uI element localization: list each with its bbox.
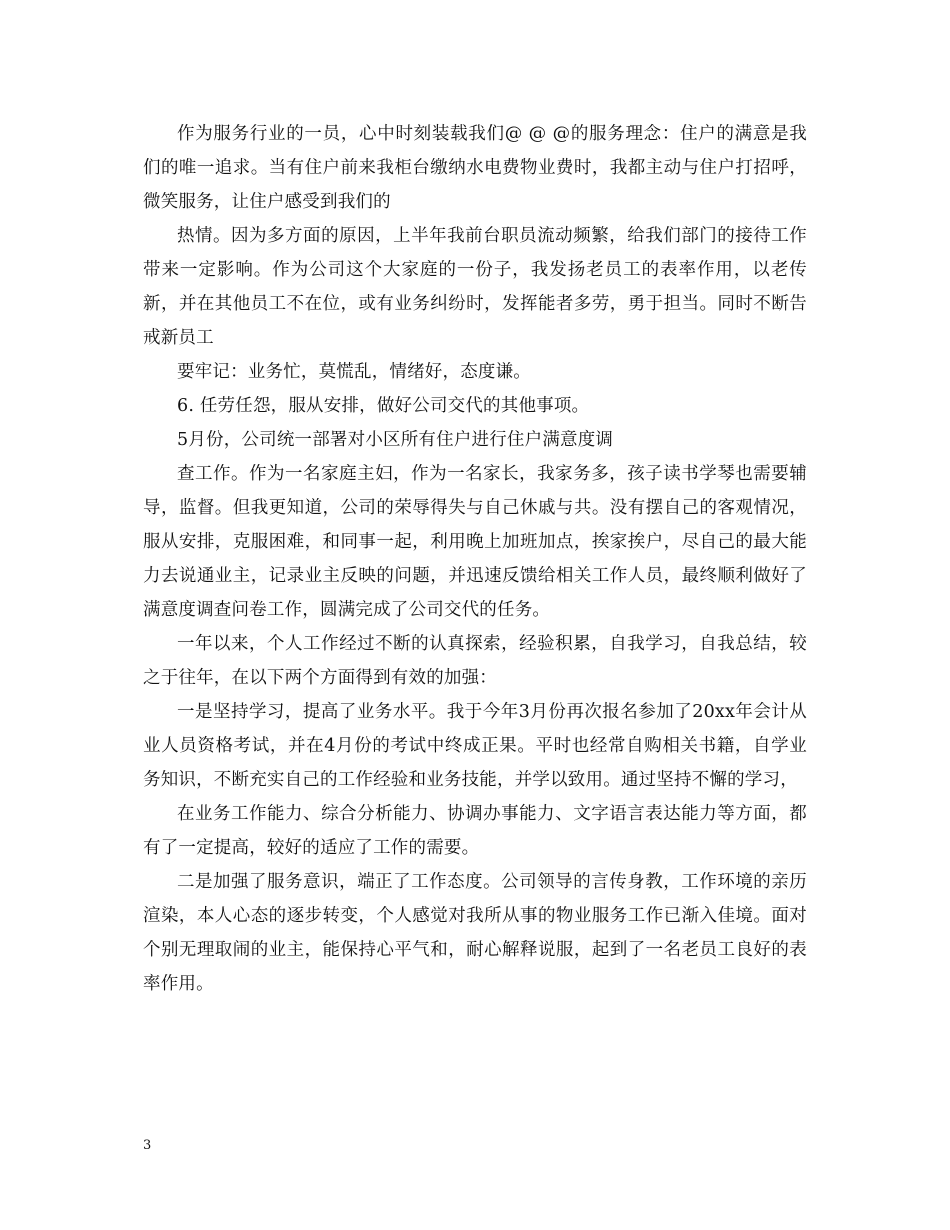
paragraph-study: 一是坚持学习，提高了业务水平。我于今年3月份再次报名参加了20xx年会计从业人员资格考试，并在4月份的考试中终成正果。平时也经常自购相关书籍，自学业务知识，不断充实自己的工作经验和业务技能，并学以致用。通过坚持不懈的学习， [143, 702, 807, 790]
paragraph-service-philosophy: 作为服务行业的一员，心中时刻装载我们@ @ @的服务理念：住户的满意是我们的唯一追求。当有住户前来我柜台缴纳水电费物业费时，我都主动与住户打招呼，微笑服务，让住户感受到我们的 [143, 124, 807, 212]
paragraph-year-summary: 一年以来，个人工作经过不断的认真探索，经验积累，自我学习，自我总结，较之于往年，在以下两个方面得到有效的加强： [143, 634, 807, 688]
paragraph-may-survey: 5月份，公司统一部署对小区所有住户进行住户满意度调 [177, 430, 614, 450]
paragraph-survey-work: 查工作。作为一名家庭主妇，作为一名家长，我家务多，孩子读书学琴也需要辅导，监督。但我更知道，公司的荣辱得失与自己休戚与共。没有摆自己的客观情况，服从安排，克服困难，和同事一起，利用晚上加班加点，挨家挨户，尽自己的最大能力去说通业主，记录业主反映的问题，并迅速反馈给相关工作人员，最终顺利做好了满意度调查问卷工作，圆满完成了公司交代的任务。 [143, 464, 807, 620]
paragraph-remember-motto: 要牢记：业务忙，莫慌乱，情绪好，态度谦。 [177, 362, 531, 382]
paragraph-item-6: 6. 任劳任怨，服从安排，做好公司交代的其他事项。 [177, 396, 590, 416]
paragraph-abilities: 在业务工作能力、综合分析能力、协调办事能力、文字语言表达能力等方面，都有了一定提高，较好的适应了工作的需要。 [143, 804, 807, 858]
paragraph-front-desk-enthusiasm: 热情。因为多方面的原因，上半年我前台职员流动频繁，给我们部门的接待工作带来一定影响。作为公司这个大家庭的一份子，我发扬老员工的表率作用，以老传新，并在其他员工不在位，或有业务纠纷时，发挥能者多劳，勇于担当。同时不断告戒新员工 [143, 226, 807, 348]
document-body [143, 117, 807, 1001]
paragraph-service-awareness: 二是加强了服务意识，端正了工作态度。公司领导的言传身教，工作环境的亲历渲染，本人心态的逐步转变，个人感觉对我所从事的物业服务工作已渐入佳境。面对个别无理取闹的业主，能保持心平气和，耐心解释说服，起到了一名老员工良好的表率作用。 [143, 872, 807, 994]
page-number: 3 [143, 1138, 152, 1153]
